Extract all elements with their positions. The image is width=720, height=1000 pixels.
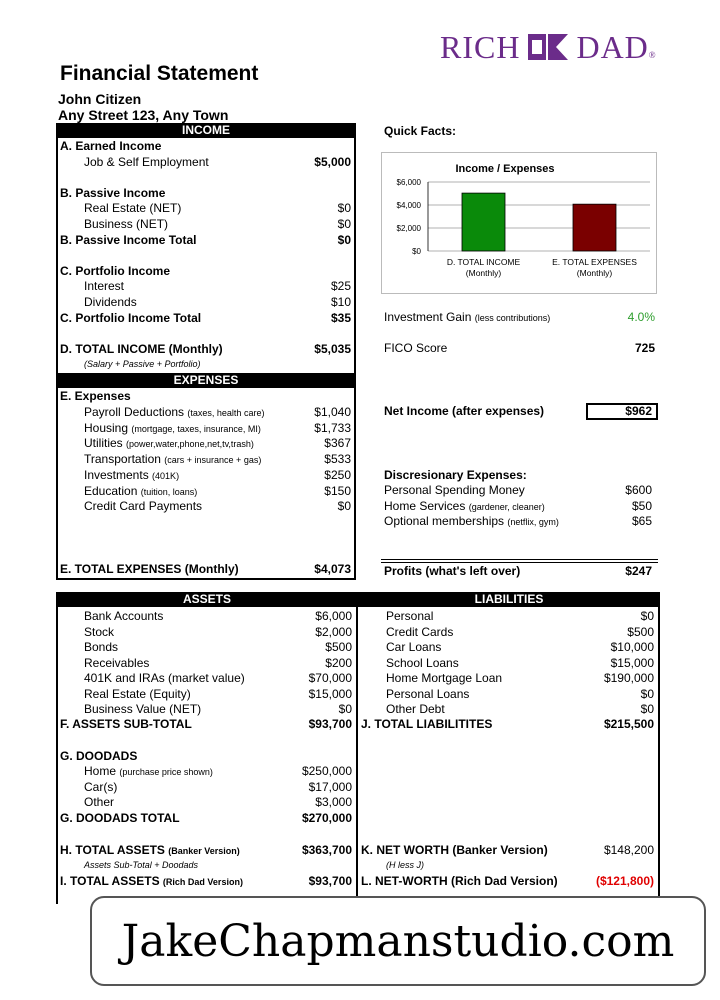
doodads-title: G. DOODADS — [60, 749, 138, 763]
page-title: Financial Statement — [60, 62, 259, 85]
banker-total-assets-text: H. TOTAL ASSETS — [60, 843, 165, 857]
expense-item-6-text: Credit Card Payments — [84, 499, 203, 514]
chart-category-label-0-0: D. TOTAL INCOME — [446, 257, 521, 267]
networth-richdad-label: L. NET-WORTH (Rich Dad Version) — [361, 874, 558, 888]
dividends-value: $10 — [330, 295, 351, 309]
expense-value-1: $1,733 — [314, 420, 351, 435]
expense-item-3-text: Transportation — [84, 452, 161, 467]
doodad-item-0-note: (purchase price shown) — [119, 767, 213, 777]
liability-item-1: Credit Cards — [386, 624, 454, 639]
asset-item-2: Bonds — [84, 640, 119, 654]
total-expenses-value: $4,073 — [314, 562, 351, 576]
owner-address: Any Street 123, Any Town — [58, 107, 229, 123]
logo-text-right: DAD — [576, 28, 649, 65]
asset-item-3: Receivables — [84, 655, 150, 670]
portfolio-total-label: C. Portfolio Income Total — [60, 311, 202, 325]
asset-value-6: $0 — [338, 702, 352, 716]
doodad-item-0-text: Home — [84, 764, 117, 778]
chart-ytick-label-1: $2,000 — [396, 224, 421, 233]
asset-value-4: $70,000 — [308, 671, 352, 685]
logo-text-left: RICH — [440, 28, 521, 65]
investment-gain-value: 4.0% — [627, 310, 655, 324]
liability-value-1: $500 — [627, 624, 654, 639]
discretionary-item-2-note: (netflix, gym) — [507, 517, 559, 528]
logo-registered-mark: ® — [648, 50, 657, 60]
chart-bar-0 — [462, 193, 505, 251]
discretionary-item-2 — [384, 514, 559, 529]
quick-facts-title: Quick Facts: — [384, 124, 457, 138]
fico-value: 725 — [634, 341, 655, 355]
liabilities-header: LIABILITIES — [358, 592, 660, 607]
discretionary-item-1-note: (gardener, cleaner) — [468, 501, 545, 512]
assets-subtotal-value: $93,700 — [308, 717, 352, 731]
liability-value-2: $10,000 — [610, 640, 654, 654]
asset-item-5: Real Estate (Equity) — [84, 686, 191, 701]
expense-item-1 — [84, 421, 261, 436]
asset-item-4: 401K and IRAs (market value) — [84, 671, 245, 685]
expense-item-0 — [84, 405, 264, 420]
discretionary-title: Discresionary Expenses: — [384, 468, 527, 482]
assets-subtotal-label: F. ASSETS SUB-TOTAL — [60, 717, 192, 731]
income-header: INCOME — [56, 123, 356, 138]
expense-value-5: $150 — [324, 483, 351, 498]
discretionary-item-1-text: Home Services — [384, 498, 466, 513]
total-income-value: $5,035 — [314, 342, 351, 356]
interest-label: Interest — [84, 279, 125, 293]
discretionary-value-1: $50 — [631, 498, 652, 513]
expense-value-0: $1,040 — [314, 405, 351, 419]
expense-item-3-note: (cars + insurance + gas) — [164, 455, 262, 466]
asset-value-2: $500 — [325, 640, 352, 654]
expense-item-1-note: (mortgage, taxes, insurance, MI) — [131, 423, 261, 434]
banker-total-assets-label — [60, 843, 240, 858]
expense-item-3 — [84, 452, 261, 467]
expense-item-5-note: (tuition, loans) — [140, 486, 198, 497]
expense-value-4: $250 — [324, 467, 351, 482]
chart-bar-1 — [573, 204, 616, 251]
interest-value: $25 — [330, 279, 351, 293]
watermark-banner — [90, 896, 706, 986]
discretionary-item-1 — [384, 499, 545, 514]
asset-item-0: Bank Accounts — [84, 609, 164, 623]
total-liabilities-label: J. TOTAL LIABILITITES — [361, 717, 493, 731]
expense-item-0-text: Payroll Deductions — [84, 405, 185, 419]
doodad-item-1 — [84, 780, 117, 795]
portfolio-total-value: $35 — [330, 311, 351, 325]
networth-richdad-value: ($121,800) — [595, 874, 654, 888]
chart-ytick-label-0: $0 — [412, 247, 421, 256]
asset-value-5: $15,000 — [308, 686, 352, 701]
liability-item-4: Home Mortgage Loan — [386, 671, 503, 685]
expense-item-6 — [84, 499, 202, 514]
rich-dad-logo — [440, 26, 657, 68]
real-estate-value: $0 — [337, 201, 351, 215]
asset-item-6: Business Value (NET) — [84, 702, 202, 716]
income-expenses-chart — [381, 152, 657, 294]
investment-gain-note: (less contributions) — [474, 313, 551, 323]
chart-category-label-1-1: (Monthly) — [576, 268, 613, 278]
passive-total-value: $0 — [337, 233, 351, 247]
profits-value: $247 — [625, 564, 652, 578]
discretionary-value-2: $65 — [631, 514, 652, 529]
asset-value-1: $2,000 — [315, 624, 352, 639]
doodad-value-1: $17,000 — [308, 779, 352, 794]
liability-item-6: Other Debt — [386, 702, 445, 716]
liability-item-3: School Loans — [386, 655, 459, 670]
assets-liabilities-divider — [356, 592, 358, 896]
expenses-header: EXPENSES — [56, 373, 356, 388]
expense-item-5 — [84, 484, 197, 499]
investment-gain-label — [384, 310, 550, 325]
liability-item-0: Personal — [386, 609, 434, 623]
expense-item-4-note: (401K) — [152, 470, 180, 481]
earned-income-title: A. Earned Income — [60, 139, 162, 153]
expense-value-3: $533 — [324, 452, 351, 467]
owner-name: John Citizen — [58, 91, 142, 107]
total-income-note: (Salary + Passive + Portfolio) — [84, 359, 201, 369]
job-label: Job & Self Employment — [84, 155, 209, 169]
expense-value-2: $367 — [324, 436, 351, 451]
fico-label: FICO Score — [384, 341, 448, 355]
expense-item-4 — [84, 468, 179, 483]
chart-svg — [382, 153, 658, 295]
asset-value-3: $200 — [325, 655, 352, 670]
chart-category-label-1-0: E. TOTAL EXPENSES — [552, 257, 637, 267]
banker-total-assets-note: (Banker Version) — [168, 846, 240, 856]
liability-value-5: $0 — [640, 686, 654, 701]
expense-value-6: $0 — [337, 499, 351, 514]
passive-total-label: B. Passive Income Total — [60, 233, 197, 247]
real-estate-label: Real Estate (NET) — [84, 201, 182, 215]
discretionary-value-0: $600 — [625, 483, 652, 497]
asset-item-1: Stock — [84, 624, 115, 639]
doodad-value-0: $250,000 — [301, 764, 352, 778]
business-value: $0 — [337, 217, 351, 231]
expense-item-2 — [84, 436, 254, 451]
discretionary-item-0 — [384, 483, 525, 498]
expenses-title: E. Expenses — [60, 389, 131, 403]
assets-header: ASSETS — [56, 592, 358, 607]
chart-ytick-label-3: $6,000 — [396, 178, 421, 187]
doodad-item-1-text: Car(s) — [84, 779, 118, 794]
investment-gain-text: Investment Gain — [384, 310, 472, 324]
rich-dad-emblem-icon — [526, 30, 570, 64]
profits-divider — [381, 559, 658, 563]
liability-value-0: $0 — [640, 609, 654, 623]
profits-label: Profits (what's left over) — [384, 564, 521, 578]
net-income-label: Net Income (after expenses) — [384, 404, 545, 418]
banker-total-assets-sub: Assets Sub-Total + Doodads — [84, 860, 198, 870]
doodad-value-2: $3,000 — [315, 795, 352, 809]
doodads-total-value: $270,000 — [301, 811, 352, 825]
expense-item-4-text: Investments — [84, 467, 149, 482]
discretionary-item-0-text: Personal Spending Money — [384, 483, 525, 497]
richdad-total-assets-value: $93,700 — [308, 874, 352, 888]
liability-value-6: $0 — [640, 702, 654, 716]
banker-total-assets-value: $363,700 — [301, 843, 352, 857]
job-value: $5,000 — [314, 155, 351, 169]
total-liabilities-value: $215,500 — [603, 717, 654, 731]
chart-ytick-label-2: $4,000 — [396, 201, 421, 210]
liability-value-4: $190,000 — [603, 671, 654, 685]
richdad-total-assets-note: (Rich Dad Version) — [162, 877, 243, 887]
discretionary-item-2-text: Optional memberships — [384, 514, 505, 529]
networth-banker-value: $148,200 — [603, 843, 654, 857]
passive-income-title: B. Passive Income — [60, 186, 166, 200]
liability-item-2: Car Loans — [386, 640, 442, 654]
chart-title: Income / Expenses — [455, 163, 555, 175]
doodads-total-label: G. DOODADS TOTAL — [60, 811, 180, 825]
expense-item-5-text: Education — [84, 483, 138, 498]
chart-category-label-0-1: (Monthly) — [465, 268, 502, 278]
portfolio-income-title: C. Portfolio Income — [60, 264, 171, 278]
doodad-item-2 — [84, 795, 114, 810]
expense-item-1-text: Housing — [84, 420, 129, 435]
net-income-value: $962 — [586, 403, 658, 420]
liability-value-3: $15,000 — [610, 655, 654, 670]
total-expenses-label: E. TOTAL EXPENSES (Monthly) — [60, 562, 239, 576]
asset-value-0: $6,000 — [315, 609, 352, 623]
liability-item-5: Personal Loans — [386, 686, 470, 701]
richdad-total-assets-label — [60, 874, 243, 889]
expense-item-0-note: (taxes, health care) — [187, 408, 265, 418]
dividends-label: Dividends — [84, 295, 137, 309]
total-income-label: D. TOTAL INCOME (Monthly) — [60, 342, 223, 356]
doodad-item-0 — [84, 764, 213, 779]
networth-banker-label: K. NET WORTH (Banker Version) — [361, 843, 548, 857]
doodad-item-2-text: Other — [84, 795, 115, 809]
expense-item-2-note: (power,water,phone,net,tv,trash) — [126, 439, 254, 450]
richdad-total-assets-text: I. TOTAL ASSETS — [60, 874, 160, 888]
business-label: Business (NET) — [84, 217, 169, 231]
watermark-text: JakeChapmanstudio.com — [121, 915, 675, 967]
networth-banker-sub: (H less J) — [386, 860, 424, 870]
expense-item-2-text: Utilities — [84, 436, 123, 451]
